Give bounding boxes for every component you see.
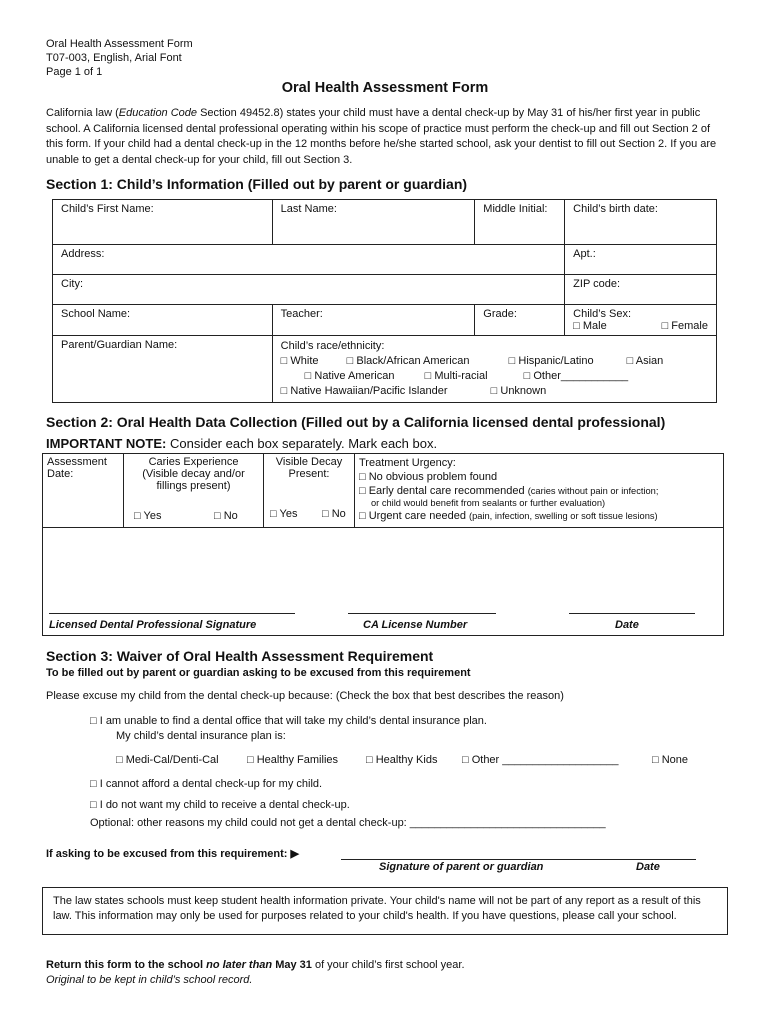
waiver-option-afford[interactable]: □ I cannot afford a dental check-up for my child. <box>90 778 323 790</box>
decay-no-checkbox[interactable]: □ No <box>322 508 346 520</box>
insurance-plan-label: My child’s dental insurance plan is: <box>116 730 286 742</box>
assessment-date-field[interactable] <box>43 454 124 528</box>
form-header <box>46 37 193 79</box>
race-label: Child’s race/ethnicity: <box>280 340 385 352</box>
sex-label: Child’s Sex: <box>573 308 632 320</box>
parent-name-label: Parent/Guardian Name: <box>61 339 178 351</box>
intro-text-2: Section 49452.8) states your child must have a dental check-up by May 31 of his/her first year in public school. A California licensed dental professional operating within his scope of practice must perform the check-up and fill out Section 2 of this form. If your child had a dental check-up in the 12 months before he/she started school, ask your dentist to fill out Section 2. If you are unable to get a dental check-up for your child, fill out Section 3. <box>46 107 717 166</box>
decay-label-2: Present: <box>288 468 330 480</box>
section3-subheading: To be filled out by parent or guardian asking to be excused from this requirement <box>46 667 471 679</box>
teacher-label: Teacher: <box>280 308 323 320</box>
middle-initial-field[interactable] <box>475 200 565 245</box>
race-black-checkbox[interactable]: □ Black/African American <box>346 355 470 367</box>
header-line-3: Page 1 of 1 <box>46 66 103 78</box>
first-name-field[interactable] <box>53 200 273 245</box>
caries-label-1: Caries Experience <box>148 456 239 468</box>
urgency-urgent-note: (pain, infection, swelling or soft tissue lesions) <box>469 511 658 521</box>
male-checkbox[interactable]: □ Male <box>573 320 607 332</box>
original-record-note: Original to be kept in child’s school record. <box>46 974 253 986</box>
oral-health-box <box>42 453 724 636</box>
urgency-urgent-checkbox[interactable]: □ Urgent care needed <box>359 510 466 522</box>
section1-heading: Section 1: Child’s Information (Filled out by parent or guardian) <box>46 176 468 192</box>
race-field <box>272 336 716 403</box>
parent-date-label: Date <box>636 861 660 873</box>
return-text-4: of your child’s first school year. <box>311 959 465 971</box>
zip-label: ZIP code: <box>573 278 621 290</box>
section3-heading: Section 3: Waiver of Oral Health Assessment Requirement <box>46 648 434 664</box>
caries-label-3: fillings present) <box>156 480 231 492</box>
last-name-field[interactable] <box>272 200 475 245</box>
important-note <box>46 436 437 451</box>
zip-field[interactable] <box>565 275 717 305</box>
page-title: Oral Health Assessment Form <box>281 80 489 96</box>
child-info-table <box>52 199 717 403</box>
waiver-optional-reasons[interactable]: Optional: other reasons my child could not get a dental check-up: ________________________________ <box>90 817 606 829</box>
return-text-3: May 31 <box>272 959 312 971</box>
license-number-line[interactable] <box>348 613 496 614</box>
caries-yes-checkbox[interactable]: □ Yes <box>134 510 162 522</box>
race-pacific-islander-checkbox[interactable]: □ Native Hawaiian/Pacific Islander <box>280 385 448 397</box>
plan-other-checkbox[interactable]: □ Other ___________________ <box>462 754 619 766</box>
birth-date-label: Child’s birth date: <box>573 203 658 215</box>
dental-signature-line[interactable] <box>49 613 295 614</box>
race-native-american-checkbox[interactable]: □ Native American <box>304 370 395 382</box>
caries-label-2: (Visible decay and/or <box>142 468 245 480</box>
first-name-label: Child’s First Name: <box>61 203 154 215</box>
header-line-2: T07-003, English, Arial Font <box>46 52 182 64</box>
license-number-label: CA License Number <box>363 619 468 631</box>
caries-no-checkbox[interactable]: □ No <box>214 510 238 522</box>
school-field[interactable] <box>53 305 273 336</box>
intro-text-1: California law ( <box>46 107 119 119</box>
last-name-label: Last Name: <box>280 203 337 215</box>
waiver-option-not-want[interactable]: □ I do not want my child to receive a dental check-up. <box>90 799 350 811</box>
return-text-2: no later than <box>206 959 273 971</box>
return-instructions <box>46 959 465 971</box>
section3-instructions: Please excuse my child from the dental check-up because: (Check the box that best describes the reason) <box>46 690 564 702</box>
intro-paragraph <box>46 106 726 168</box>
school-label: School Name: <box>61 308 131 320</box>
sex-field <box>565 305 717 336</box>
race-unknown-checkbox[interactable]: □ Unknown <box>490 385 547 397</box>
urgency-early-note: (caries without pain or infection; <box>527 486 659 496</box>
urgency-label: Treatment Urgency: <box>359 457 456 469</box>
decay-label-1: Visible Decay <box>275 456 343 468</box>
plan-none-checkbox[interactable]: □ None <box>652 754 688 766</box>
female-checkbox[interactable]: □ Female <box>661 320 708 332</box>
grade-field[interactable] <box>475 305 565 336</box>
important-note-label: IMPORTANT NOTE: <box>46 436 167 451</box>
plan-healthy-kids-checkbox[interactable]: □ Healthy Kids <box>366 754 438 766</box>
urgency-no-problem-checkbox[interactable]: □ No obvious problem found <box>359 471 498 483</box>
city-label: City: <box>61 278 83 290</box>
grade-label: Grade: <box>483 308 517 320</box>
race-other-checkbox[interactable]: □ Other___________ <box>523 370 629 382</box>
urgency-early-note-2: or child would benefit from sealants or further evaluation) <box>371 498 606 508</box>
oral-health-table <box>42 453 724 528</box>
address-field[interactable] <box>53 245 565 275</box>
intro-code: Education Code <box>118 107 198 119</box>
header-line-1: Oral Health Assessment Form <box>46 38 193 50</box>
parent-signature-line[interactable] <box>341 859 696 860</box>
plan-healthy-families-checkbox[interactable]: □ Healthy Families <box>247 754 339 766</box>
section2-heading: Section 2: Oral Health Data Collection (Filled out by a California licensed dental professional) <box>46 414 666 430</box>
race-hispanic-checkbox[interactable]: □ Hispanic/Latino <box>508 355 594 367</box>
treatment-urgency-field <box>355 454 724 528</box>
privacy-text: The law states schools must keep student health information private. Your child's name will not be part of any report as a result of this law. This information may only be used for purposes related to your child's health. If you have questions, please call your school. <box>53 895 701 922</box>
race-asian-checkbox[interactable]: □ Asian <box>626 355 664 367</box>
return-text-1: Return this form to the school <box>46 959 207 971</box>
important-note-text: Consider each box separately. Mark each box. <box>166 436 438 451</box>
assessment-date-label: Assessment Date: <box>47 456 107 480</box>
dental-date-line[interactable] <box>569 613 695 614</box>
apt-label: Apt.: <box>573 248 596 260</box>
decay-yes-checkbox[interactable]: □ Yes <box>270 508 298 520</box>
parent-signature-label: Signature of parent or guardian <box>379 861 544 873</box>
parent-name-field[interactable] <box>53 336 273 403</box>
excused-label: If asking to be excused from this requirement: ▶ <box>46 848 299 860</box>
waiver-option-insurance[interactable]: □ I am unable to find a dental office that will take my child’s dental insurance plan. <box>90 715 487 727</box>
urgency-early-care-checkbox[interactable]: □ Early dental care recommended <box>359 485 525 497</box>
apt-field[interactable] <box>565 245 717 275</box>
address-label: Address: <box>61 248 105 260</box>
middle-initial-label: Middle Initial: <box>483 203 548 215</box>
dental-signature-label: Licensed Dental Professional Signature <box>49 619 257 631</box>
city-field[interactable] <box>53 275 565 305</box>
caries-field <box>124 454 264 528</box>
visible-decay-field <box>264 454 355 528</box>
plan-medical-checkbox[interactable]: □ Medi-Cal/Denti-Cal <box>116 754 219 766</box>
race-multiracial-checkbox[interactable]: □ Multi-racial <box>424 370 488 382</box>
privacy-notice <box>42 887 728 935</box>
race-white-checkbox[interactable]: □ White <box>280 355 319 367</box>
dental-date-label: Date <box>615 619 639 631</box>
birth-date-field[interactable] <box>565 200 717 245</box>
teacher-field[interactable] <box>272 305 475 336</box>
